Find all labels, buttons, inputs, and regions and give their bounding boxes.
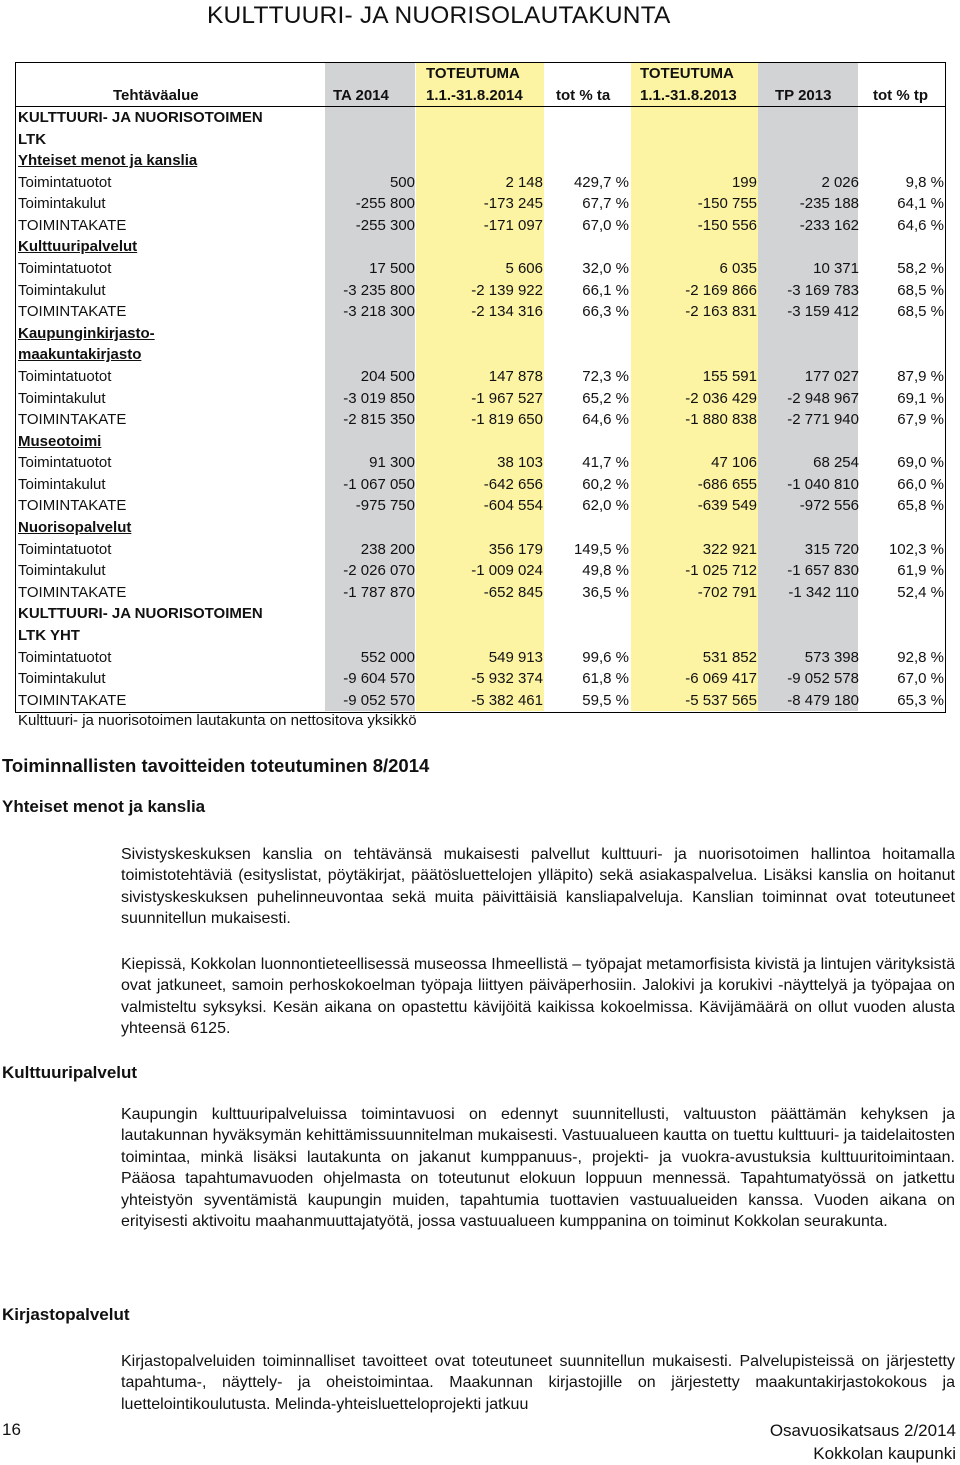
row-value: -702 791 <box>697 583 757 601</box>
row-value: 47 106 <box>711 454 757 472</box>
row-value: -235 188 <box>799 195 859 213</box>
header-tot2013-l2: 1.1.-31.8.2013 <box>640 87 737 104</box>
table-row <box>15 345 946 367</box>
table-row <box>15 604 946 626</box>
row-label: TOIMINTAKATE <box>18 411 127 429</box>
row-value: 66,3 % <box>582 303 629 321</box>
table-row <box>15 108 946 130</box>
row-value: 67,0 % <box>897 670 944 688</box>
row-value: 177 027 <box>804 367 859 385</box>
row-value: 199 <box>731 173 757 191</box>
row-label: Toimintatuotot <box>18 454 112 472</box>
row-value: 66,0 % <box>897 475 944 493</box>
row-label: Toimintatuotot <box>18 367 112 385</box>
row-label: TOIMINTAKATE <box>18 303 127 321</box>
row-label: TOIMINTAKATE <box>18 216 127 234</box>
row-value: -255 300 <box>355 216 415 234</box>
header-tot2014-l2: 1.1.-31.8.2014 <box>426 87 523 104</box>
row-value: -2 134 316 <box>471 303 543 321</box>
row-value: 356 179 <box>488 540 543 558</box>
row-value: 62,0 % <box>582 497 629 515</box>
table-row <box>15 669 946 691</box>
header-tot2013-l1: TOTEUTUMA <box>640 65 734 82</box>
table-row <box>15 389 946 411</box>
row-value: 69,1 % <box>897 389 944 407</box>
row-value: 67,9 % <box>897 411 944 429</box>
row-value: 429,7 % <box>573 173 629 191</box>
table-row <box>15 432 946 454</box>
row-value: -255 800 <box>355 195 415 213</box>
row-value: -5 932 374 <box>471 670 543 688</box>
row-value: -652 845 <box>483 583 543 601</box>
row-value: 60,2 % <box>582 475 629 493</box>
row-label: Toimintakulut <box>18 195 106 213</box>
row-value: -1 880 838 <box>685 411 757 429</box>
row-label: Toimintakulut <box>18 670 106 688</box>
table-row <box>15 216 946 238</box>
heading-yhteiset: Yhteiset menot ja kanslia <box>2 797 206 816</box>
row-value: -2 026 070 <box>343 562 415 580</box>
row-value: -1 342 110 <box>788 583 859 601</box>
row-value: 52,4 % <box>897 583 944 601</box>
row-value: -6 069 417 <box>685 670 757 688</box>
row-value: -1 025 712 <box>685 562 757 580</box>
row-value: 69,0 % <box>897 454 944 472</box>
row-value: -639 549 <box>697 497 757 515</box>
row-value: -1 819 650 <box>471 411 543 429</box>
header-tp2013: TP 2013 <box>775 87 832 104</box>
row-value: 64,6 % <box>897 216 944 234</box>
row-label: Toimintakulut <box>18 475 106 493</box>
table-row <box>15 130 946 152</box>
row-value: -2 139 922 <box>471 281 543 299</box>
page-title: KULTTUURI- JA NUORISOLAUTAKUNTA <box>207 2 671 29</box>
row-label: TOIMINTAKATE <box>18 691 127 709</box>
row-value: 68,5 % <box>897 303 944 321</box>
row-value: 59,5 % <box>582 691 629 709</box>
table-row <box>15 583 946 605</box>
row-value: -3 218 300 <box>343 303 415 321</box>
row-value: -642 656 <box>483 475 543 493</box>
section-title: Toiminnallisten tavoitteiden toteutuminen 8/2014 <box>2 755 430 776</box>
row-value: 64,1 % <box>897 195 944 213</box>
table-row <box>15 561 946 583</box>
row-label: Kaupunginkirjasto- <box>18 324 155 342</box>
row-value: -686 655 <box>697 475 757 493</box>
row-value: 549 913 <box>488 648 543 666</box>
table-row <box>15 324 946 346</box>
header-pct-ta: tot % ta <box>556 87 611 104</box>
row-value: -2 169 866 <box>685 281 757 299</box>
row-value: 65,3 % <box>897 691 944 709</box>
row-label: TOIMINTAKATE <box>18 583 127 601</box>
table-row <box>15 453 946 475</box>
row-value: 61,9 % <box>897 562 944 580</box>
row-value: -150 556 <box>697 216 757 234</box>
table-row <box>15 259 946 281</box>
table-row <box>15 496 946 518</box>
row-value: 87,9 % <box>897 367 944 385</box>
row-label: Museotoimi <box>18 432 102 450</box>
row-value: 32,0 % <box>582 260 629 278</box>
row-value: 500 <box>389 173 415 191</box>
table-row <box>15 518 946 540</box>
row-value: 68 254 <box>813 454 859 472</box>
row-value: -9 052 570 <box>343 691 415 709</box>
row-value: 68,5 % <box>897 281 944 299</box>
row-value: 322 921 <box>702 540 757 558</box>
table-row <box>15 367 946 389</box>
row-value: 49,8 % <box>582 562 629 580</box>
para-kulttuuri: Kaupungin kulttuuripalveluissa toimintavuosi on edennyt suunnitellusti, valtuuston päättämän kehyksen ja lautakunnan hyväksymän kehittämissuunnitelman mukaisesti. Vastuualueen kautta on tuettu kulttuuri- ja taidelaitosten toimintaa, minkä lisäksi lautakunta on jakanut kumppanuus-, projekti- ja vuokra-avustuksia kulttuuritoimintaan. Pääosa tapahtumavuoden ohjelmasta on toteutunut elokuun loppuun mennessä. Tapahtumatyössä on jatkettu yhteistyön syventämistä kaupungin muiden, tapahtumia tuottavien vastuualueiden kanssa. Vuoden aikana on erityisesti aktivoitu maahanmuuttajatyötä, jossa vastuualueen kumppanina on toiminut Kokkolan seurakunta. <box>121 1106 955 1231</box>
table-row <box>15 302 946 324</box>
row-value: 2 026 <box>821 173 859 191</box>
para-kirjasto: Kirjastopalveluiden toiminnalliset tavoitteet ovat toteutuneet suunnitellun mukaisesti. Palvelupisteissä on järjestetty tapahtuma-, näyttely- ja oheistoimintaa. Maakunnan kirjastojille on järjestetty maakuntakirjastokokous ja luettelointikoulutusta. Melinda-yhteisluetteloprojekti jatkuu <box>121 1353 955 1413</box>
para-museo: Kiepissä, Kokkolan luonnontieteellisessä museossa Ihmeellistä – työpajat metamorfisista kivistä ja lintujen värityksistä ovat jatkuneet, samoin perhoskokoelman työpaja liittyen päiväperhosiin. Jalokivi ja korukivi -näyttelyä ja työpajaa on valmisteltu syksyksi. Kesän aikana on opastettu kävijöitä kaikissa kokoelmissa. Kävijämäärä on ollut vuoden alusta yhteensä 6125. <box>121 956 955 1038</box>
row-label: Toimintatuotot <box>18 540 112 558</box>
header-divider <box>15 106 946 107</box>
row-value: -604 554 <box>483 497 543 515</box>
table-row <box>15 173 946 195</box>
row-value: -150 755 <box>697 195 757 213</box>
row-value: 92,8 % <box>897 648 944 666</box>
row-value: 5 606 <box>505 260 543 278</box>
row-value: 204 500 <box>360 367 415 385</box>
row-value: 102,3 % <box>888 540 944 558</box>
row-label: Nuorisopalvelut <box>18 519 132 537</box>
row-value: 64,6 % <box>582 411 629 429</box>
row-value: 315 720 <box>804 540 859 558</box>
table-row <box>15 237 946 259</box>
row-value: 9,8 % <box>905 173 944 191</box>
heading-kulttuuri: Kulttuuripalvelut <box>2 1063 138 1082</box>
footer-organization: Kokkolan kaupunki <box>813 1444 956 1463</box>
row-value: 36,5 % <box>582 583 629 601</box>
row-value: 238 200 <box>360 540 415 558</box>
row-value: -3 019 850 <box>343 389 415 407</box>
row-value: 17 500 <box>369 260 415 278</box>
row-value: -9 052 578 <box>787 670 859 688</box>
row-value: -1 657 830 <box>787 562 859 580</box>
row-value: 65,8 % <box>897 497 944 515</box>
row-value: 72,3 % <box>582 367 629 385</box>
row-label: LTK <box>18 130 47 148</box>
row-value: -1 967 527 <box>471 389 543 407</box>
row-value: -5 537 565 <box>685 691 757 709</box>
row-value: 155 591 <box>702 367 757 385</box>
row-value: -2 036 429 <box>685 389 757 407</box>
row-value: -1 009 024 <box>471 562 543 580</box>
row-value: 149,5 % <box>573 540 629 558</box>
table-row <box>15 475 946 497</box>
row-label: Toimintatuotot <box>18 173 112 191</box>
row-value: -2 815 350 <box>343 411 415 429</box>
row-value: 10 371 <box>813 260 859 278</box>
row-value: -3 235 800 <box>343 281 415 299</box>
row-value: 552 000 <box>360 648 415 666</box>
table-row <box>15 626 946 648</box>
header-ta2014: TA 2014 <box>333 87 389 104</box>
row-value: 66,1 % <box>582 281 629 299</box>
row-value: 58,2 % <box>897 260 944 278</box>
row-value: 99,6 % <box>582 648 629 666</box>
table-row <box>15 648 946 670</box>
row-value: -1 067 050 <box>343 475 415 493</box>
row-value: -2 771 940 <box>787 411 859 429</box>
row-value: -8 479 180 <box>787 691 859 709</box>
row-value: -233 162 <box>799 216 859 234</box>
row-value: 65,2 % <box>582 389 629 407</box>
row-value: 91 300 <box>369 454 415 472</box>
row-label: Kulttuuripalvelut <box>18 238 138 256</box>
row-label: KULTTUURI- JA NUORISOTOIMEN <box>18 605 263 623</box>
row-value: 38 103 <box>497 454 543 472</box>
row-label: maakuntakirjasto <box>18 346 142 364</box>
row-value: -173 245 <box>483 195 543 213</box>
row-value: 67,7 % <box>582 195 629 213</box>
row-label: KULTTUURI- JA NUORISOTOIMEN <box>18 109 263 126</box>
row-value: -5 382 461 <box>471 691 543 709</box>
row-value: -3 159 412 <box>787 303 859 321</box>
table-row <box>15 691 946 713</box>
row-value: -2 163 831 <box>685 303 757 321</box>
footer-info <box>770 1419 956 1465</box>
row-label: LTK YHT <box>18 626 80 644</box>
row-value: -3 169 783 <box>787 281 859 299</box>
row-value: 531 852 <box>702 648 757 666</box>
row-value: 6 035 <box>719 260 757 278</box>
row-label: TOIMINTAKATE <box>18 497 127 515</box>
table-row <box>15 540 946 562</box>
table-row <box>15 281 946 303</box>
row-label: Toimintatuotot <box>18 260 112 278</box>
table-row <box>15 194 946 216</box>
row-value: 2 148 <box>505 173 543 191</box>
row-label: Toimintakulut <box>18 281 106 299</box>
row-value: 61,8 % <box>582 670 629 688</box>
para-yhteiset: Sivistyskeskuksen kanslia on tehtävänsä mukaisesti palvellut kulttuuri- ja nuorisotoimen hallintoa hoitamalla toimistotehtäviä (esityslistat, pöytäkirjat, päätösluettelojen ylläpito) sekä asiakaspalvelua. Lisäksi kanslia on hoitanut sivistyskeskuksen puhelinneuvontaa sekä muita päivittäisiä kansliapalveluja. Kanslian toiminnat ovat toteutuneet suunnitellun mukaisesti. <box>121 846 955 928</box>
row-value: -972 556 <box>799 497 859 515</box>
header-tot2014-l1: TOTEUTUMA <box>426 65 520 82</box>
row-label: Yhteiset menot ja kanslia <box>18 152 198 170</box>
row-value: -9 604 570 <box>343 670 415 688</box>
header-pct-tp: tot % tp <box>873 87 928 104</box>
page-number: 16 <box>2 1420 21 1439</box>
row-value: 67,0 % <box>582 216 629 234</box>
heading-kirjasto: Kirjastopalvelut <box>2 1305 130 1324</box>
table-row <box>15 151 946 173</box>
row-value: -171 097 <box>483 216 543 234</box>
row-label: Toimintatuotot <box>18 648 112 666</box>
budget-table <box>15 62 946 712</box>
row-value: -1 040 810 <box>787 475 859 493</box>
row-value: 147 878 <box>488 367 543 385</box>
row-label: Toimintakulut <box>18 562 106 580</box>
row-value: 573 398 <box>804 648 859 666</box>
header-area: Tehtäväalue <box>113 87 199 104</box>
table-note: Kulttuuri- ja nuorisotoimen lautakunta on nettositova yksikkö <box>18 712 417 729</box>
row-value: 41,7 % <box>582 454 629 472</box>
row-value: -1 787 870 <box>343 583 415 601</box>
row-label: Toimintakulut <box>18 389 106 407</box>
row-value: -2 948 967 <box>787 389 859 407</box>
footer-report: Osavuosikatsaus 2/2014 <box>769 1421 956 1440</box>
row-value: -975 750 <box>355 497 415 515</box>
table-row <box>15 410 946 432</box>
